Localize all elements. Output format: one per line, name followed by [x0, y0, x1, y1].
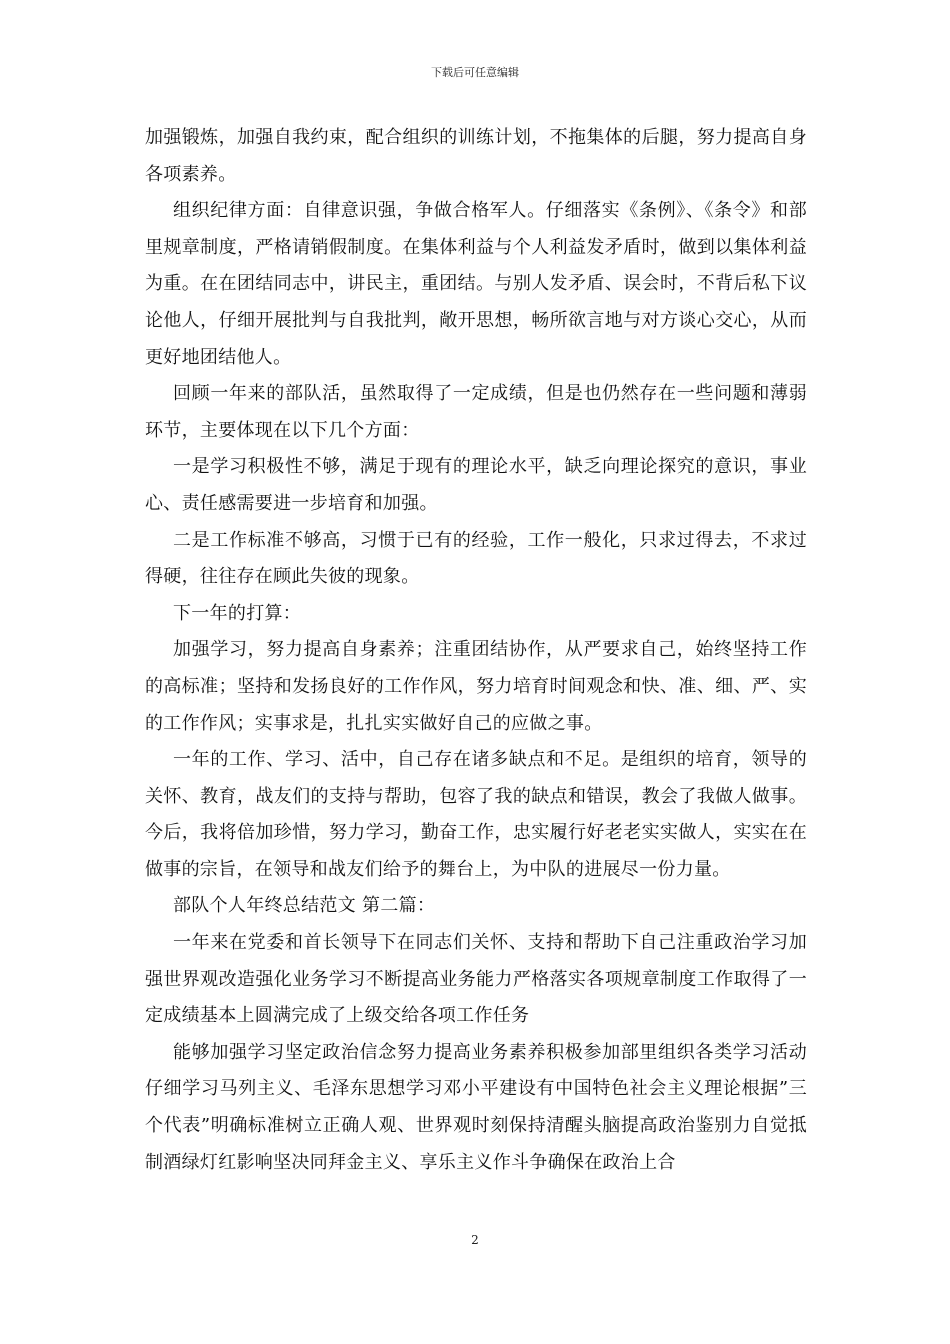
paragraph: 下一年的打算：: [173, 602, 302, 624]
paragraph: 组织纪律方面：自律意识强，争做合格军人。仔细落实《条例》、《条令》和部里规章制度，严格请销假制度。在集体利益与个人利益发矛盾时，做到以集体利益为重。在在团结同志中，讲民主，重团结。与别人发矛盾、误会时，不背后私下议论他人，仔细开展批判与自我批判，敞开思想，畅所欲言地与对方谈心交心，从而更好地团结他人。: [145, 200, 807, 368]
paragraph: 加强学习，努力提高自身素养；注重团结协作，从严要求自己，始终坚持工作的高标准；坚持和发扬良好的工作作风，努力培育时间观念和快、准、细、严、实的工作作风；实事求是，扎扎实实做好自己的应做之事。: [145, 639, 807, 734]
document-body: [145, 120, 807, 1181]
section-heading: 部队个人年终总结范文 第二篇：: [173, 895, 436, 917]
paragraph: 回顾一年来的部队活，虽然取得了一定成绩，但是也仍然存在一些问题和薄弱环节，主要体现在以下几个方面：: [145, 383, 807, 441]
paragraph: 能够加强学习坚定政治信念努力提高业务素养积极参加部里组织各类学习活动仔细学习马列主义、毛泽东思想学习邓小平建设有中国特色社会主义理论根据”三个代表”明确标准树立正确人观、世界观时刻保持清醒头脑提高政治鉴别力自觉抵制酒绿灯红影响坚决同拜金主义、享乐主义作斗争确保在政治上合: [145, 1041, 807, 1173]
paragraph: 一年来在党委和首长领导下在同志们关怀、支持和帮助下自己注重政治学习加强世界观改造强化业务学习不断提高业务能力严格落实各项规章制度工作取得了一定成绩基本上圆满完成了上级交给各项工作任务: [145, 932, 807, 1027]
paragraph: 二是工作标准不够高，习惯于已有的经验，工作一般化，只求过得去，不求过得硬，往往存在顾此失彼的现象。: [145, 529, 807, 588]
paragraph: 加强锻炼，加强自我约束，配合组织的训练计划，不拖集体的后腿，努力提高自身各项素养。: [145, 127, 807, 185]
paragraph: 一年的工作、学习、活中，自己存在诸多缺点和不足。是组织的培育，领导的关怀、教育，战友们的支持与帮助，包容了我的缺点和错误，教会了我做人做事。今后，我将倍加珍惜，努力学习，勤奋工作，忠实履行好老老实实做人，实实在在做事的宗旨，在领导和战友们给予的舞台上，为中队的进展尽一份力量。: [145, 749, 807, 880]
page-number: 2: [471, 1233, 479, 1247]
paragraph: 一是学习积极性不够，满足于现有的理论水平，缺乏向理论探究的意识，事业心、责任感需要进一步培育和加强。: [145, 456, 807, 514]
page-header: 下载后可任意编辑: [431, 66, 519, 79]
